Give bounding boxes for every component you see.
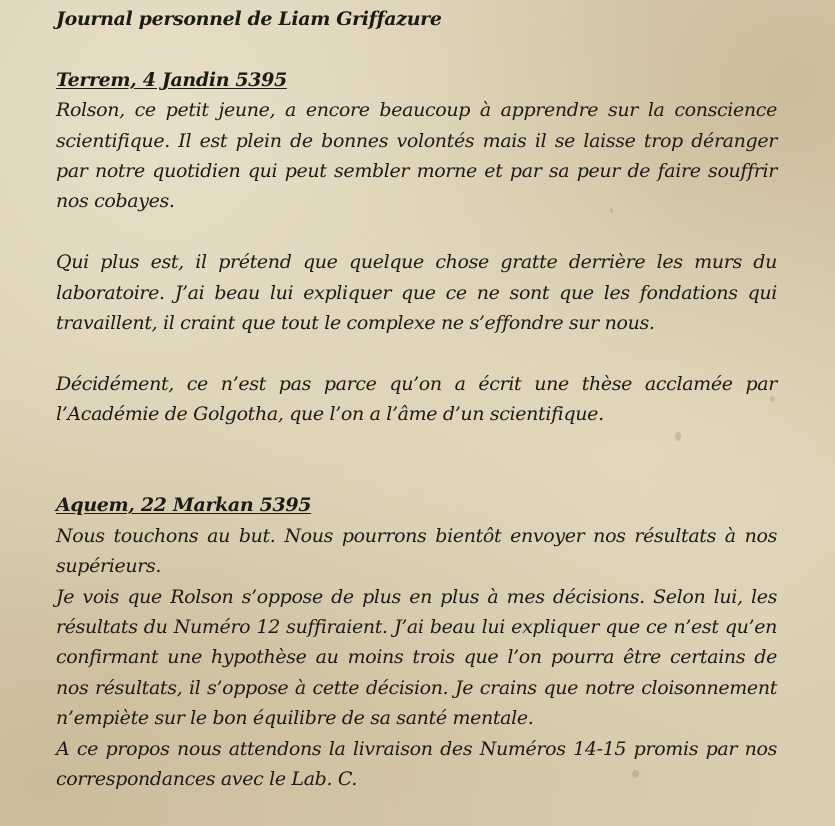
journal-page (56, 4, 777, 794)
entry-paragraph: Décidément, ce n’est pas parce qu’on a écrit une thèse acclamée par l’Académie de Golgotha, que l’on a l’âme d’un scientifique. (56, 372, 777, 426)
journal-entry (56, 490, 777, 794)
entry-paragraph: A ce propos nous attendons la livraison des Numéros 14-15 promis par nos correspondances avec le Lab. C. (56, 737, 777, 791)
paragraph-spacer (56, 338, 777, 368)
entry-spacer (56, 430, 777, 460)
entry-paragraph: Rolson, ce petit jeune, a encore beaucoup à apprendre sur la conscience scientifique. Il est plein de bonnes volontés mais il se laisse trop déranger par notre quotidien qui peut sembler morne et par sa peur de faire souffrir nos cobayes. (56, 99, 777, 213)
entry-paragraph: Nous touchons au but. Nous pourrons bientôt envoyer nos résultats à nos supérieurs. (56, 524, 777, 578)
journal-entry (56, 65, 777, 430)
entry-spacer (56, 460, 777, 490)
entry-paragraph: Je vois que Rolson s’oppose de plus en plus à mes décisions. Selon lui, les résultats du Numéro 12 suffiraient. J’ai beau lui expliquer que ce n’est qu’en confirmant une hypothèse au moins trois que l’on pourra être certains de nos résultats, il s’oppose à cette décision. Je crains que notre cloisonnement n’empiète sur le bon équilibre de sa santé mentale. (56, 585, 777, 730)
entry-paragraph: Qui plus est, il prétend que quelque chose gratte derrière les murs du laboratoire. J’ai beau lui expliquer que ce ne sont que les fondations qui travaillent, il craint que tout le complexe ne s’effondre sur nous. (56, 251, 777, 335)
entry-date: Aquem, 22 Markan 5395 (56, 494, 312, 517)
journal-title: Journal personnel de Liam Griffazure (56, 8, 442, 30)
paragraph-spacer (56, 217, 777, 247)
entry-date: Terrem, 4 Jandin 5395 (56, 68, 287, 91)
